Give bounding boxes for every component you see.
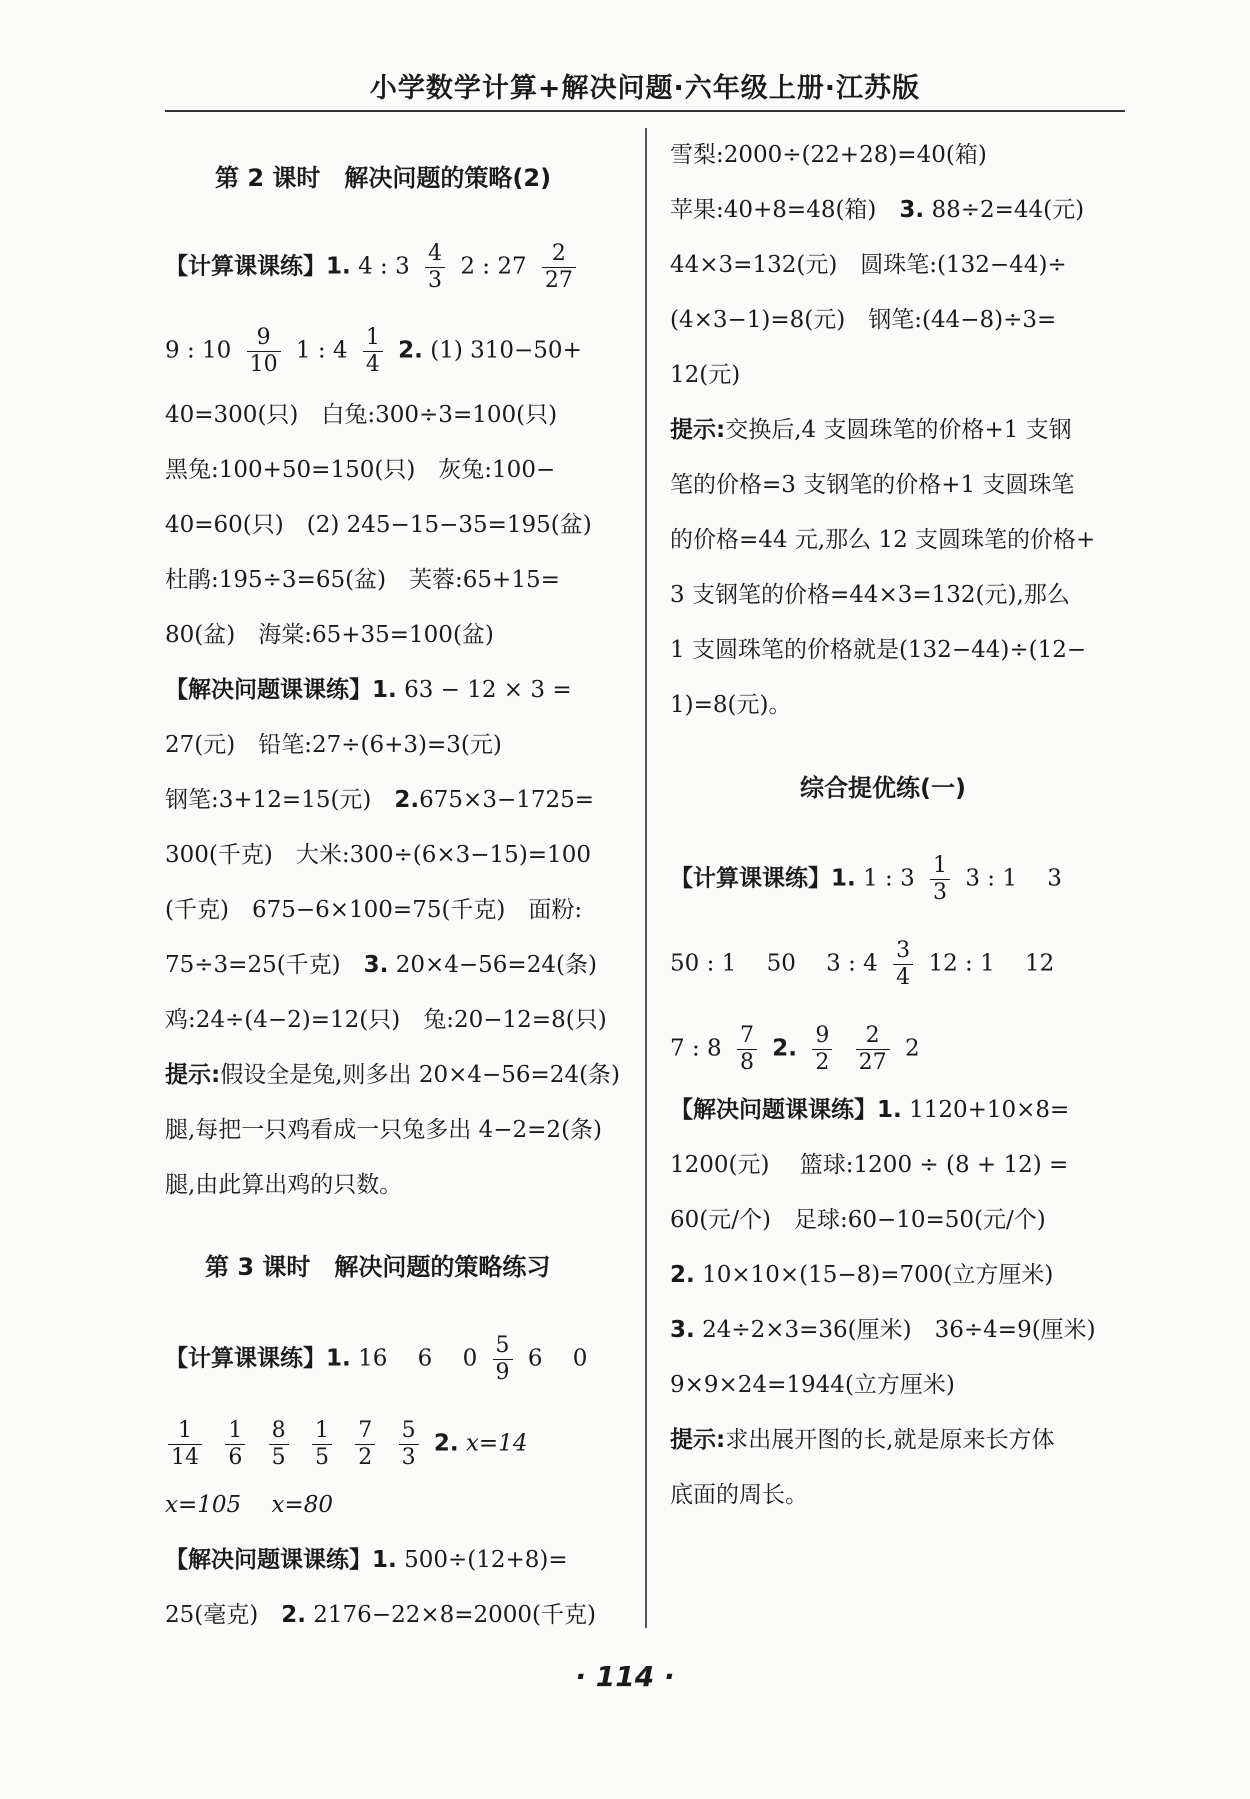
hint-line: 腿,由此算出鸡的只数。 [165,1172,403,1198]
text-line [165,1600,596,1630]
text-line: 80(盆) 海棠:65+35=100(盆) [165,622,494,648]
text-line: 40=60(只) (2) 245−15−35=195(盆) [165,512,592,538]
hint-line: 底面的周长。 [670,1482,808,1508]
values: 3 : 1 3 [965,865,1062,892]
hint-label: 提示: [670,417,726,443]
text-line: 12(元) [670,362,741,388]
item-number: 3. [363,952,389,978]
hint-line: 3 支钢笔的价格=44×3=132(元),那么 [670,582,1070,608]
text-line: 鸡:24÷(4−2)=12(只) 兔:20−12=8(只) [165,1007,607,1033]
fraction: $\frac{4}{3}$ [425,243,445,292]
ratio: 4 : 3 [358,253,410,280]
text: 500÷(12+8)= [404,1547,568,1573]
header-rule [165,110,1125,112]
text: 10×10×(15−8)=700(立方厘米) [702,1262,1054,1288]
item-number: 1. [877,1097,902,1123]
text-line [165,785,594,815]
text-line: 27(元) 铅笔:27÷(6+3)=3(元) [165,732,502,758]
lesson2-calc-line1 [165,243,584,292]
item-number: 3. [670,1317,695,1343]
text: 1120+10×8= [909,1097,1070,1123]
item-number: 2. [433,1430,459,1457]
text-line: 1200(元) 篮球:1200 ÷ (8 + 12) = [670,1152,1069,1178]
solve-label: 【解决问题课课练】 [670,1097,877,1123]
page-number: · 114 · [575,1660,675,1693]
text-line [670,1315,1096,1345]
fraction: $\frac{7}{2}$ [355,1420,375,1469]
item-number: 3. [899,197,925,223]
fraction: $\frac{1}{4}$ [363,327,383,376]
hint-line: 1)=8(元)。 [670,692,792,718]
hint-line: 的价格=44 元,那么 12 支圆珠笔的价格+ [670,527,1096,553]
calc-label: 【计算课课练】 [670,865,831,892]
text-line: 黑兔:100+50=150(只) 灰兔:100− [165,457,556,483]
hint-text: 交换后,4 支圆珠笔的价格+1 支钢 [725,417,1072,443]
ratio: 9 : 10 [165,337,232,364]
lesson2-solve-line1 [165,675,572,705]
text: (1) 310−50+ [430,337,582,364]
text: 75÷3=25(千克) [165,952,364,978]
lesson3-calc-line2 [160,1420,527,1469]
hint-label: 提示: [165,1062,221,1088]
item-number: 2. [772,1035,798,1062]
item-number: 2. [670,1262,695,1288]
text-line: 9×9×24=1944(立方厘米) [670,1372,955,1398]
lesson3-solve-line1 [165,1545,568,1575]
ratio: 2 : 27 [460,253,527,280]
fraction: $\frac{9}{2}$ [812,1025,832,1074]
text-line: 44×3=132(元) 圆珠笔:(132−44)÷ [670,252,1067,278]
ratio: 1 : 4 [295,337,348,364]
text: 钢笔:3+12=15(元) [165,787,395,813]
ratio: 7 : 8 [670,1035,722,1062]
text-line: 60(元/个) 足球:60−10=50(元/个) [670,1207,1046,1233]
hint-text: 求出展开图的长,就是原来长方体 [725,1427,1055,1453]
item-number: 2. [394,787,420,813]
column-divider [645,128,647,1628]
solve-label: 【解决问题课课练】 [165,677,372,703]
lesson2-title: 第 2 课时 解决问题的策略(2) [215,164,552,192]
text-line: 杜鹃:195÷3=65(盆) 芙蓉:65+15= [165,567,560,593]
fraction: $\frac{5}{3}$ [399,1420,419,1469]
text: 苹果:40+8=48(箱) [670,197,900,223]
exercise1-calc-line2 [670,940,1054,989]
fraction: $\frac{2}{27}$ [542,243,576,292]
item-number: 2. [281,1602,306,1628]
item-number: 1. [372,1547,397,1573]
equation-line: x=105 x=80 [165,1492,333,1518]
item-number: 1. [831,865,856,892]
fraction: $\frac{1}{6}$ [225,1420,245,1469]
values: 12 : 1 12 [928,950,1055,977]
values: 50 : 1 50 3 : 4 [670,950,878,977]
fraction: $\frac{9}{10}$ [247,327,281,376]
hint-line [670,1425,1055,1455]
item-number: 1. [326,1345,351,1372]
item-number: 1. [372,677,397,703]
text: 25(毫克) [165,1602,282,1628]
text-line: 40=300(只) 白兔:300÷3=100(只) [165,402,558,428]
fraction: $\frac{7}{8}$ [737,1025,757,1074]
hint-line [165,1060,620,1090]
fraction: $\frac{1}{3}$ [930,855,950,904]
fraction: $\frac{1}{5}$ [312,1420,332,1469]
hint-line: 1 支圆珠笔的价格就是(132−44)÷(12− [670,637,1087,663]
text-line: (千克) 675−6×100=75(千克) 面粉: [165,897,583,923]
text-line [165,950,597,980]
text-line: (4×3−1)=8(元) 钢笔:(44−8)÷3= [670,307,1057,333]
fraction: $\frac{3}{4}$ [893,940,913,989]
ratio: 1 : 3 [863,865,915,892]
values: 6 0 [527,1345,588,1372]
exercise1-calc-line3 [670,1025,920,1074]
text-line [670,195,1084,225]
text: 2176−22×8=2000(千克) [313,1602,597,1628]
text-line: 雪梨:2000÷(22+28)=40(箱) [670,142,987,168]
text: 63 − 12 × 3 = [404,677,572,703]
hint-line [670,415,1072,445]
exercise1-calc-line1 [670,855,1062,904]
lesson2-calc-line2 [165,327,582,376]
lesson3-title: 第 3 课时 解决问题的策略练习 [205,1253,551,1281]
hint-label: 提示: [670,1427,726,1453]
fraction: $\frac{5}{9}$ [493,1335,513,1384]
item-number: 2. [398,337,423,364]
hint-line: 腿,每把一只鸡看成一只兔多出 4−2=2(条) [165,1117,603,1143]
fraction: $\frac{1}{14}$ [168,1420,202,1469]
text-line: 300(千克) 大米:300÷(6×3−15)=100 [165,842,591,868]
exercise1-title: 综合提优练(一) [800,774,966,802]
values: 16 6 0 [358,1345,478,1372]
exercise1-solve-line1 [670,1095,1069,1125]
running-header: 小学数学计算+解决问题·六年级上册·江苏版 [369,73,921,104]
equation: x=14 [465,1430,528,1457]
fraction: $\frac{8}{5}$ [269,1420,289,1469]
text: 24÷2×3=36(厘米) 36÷4=9(厘米) [702,1317,1096,1343]
hint-line: 笔的价格=3 支钢笔的价格+1 支圆珠笔 [670,472,1075,498]
calc-label: 【计算课课练】 [165,253,326,280]
fraction: $\frac{2}{27}$ [856,1025,890,1074]
item-number: 1. [326,253,351,280]
hint-text: 假设全是兔,则多出 20×4−56=24(条) [220,1062,621,1088]
text: 88÷2=44(元) [931,197,1085,223]
calc-label: 【计算课课练】 [165,1345,326,1372]
text-line [670,1260,1053,1290]
solve-label: 【解决问题课课练】 [165,1547,372,1573]
text: 20×4−56=24(条) [395,952,597,978]
value: 2 [904,1035,920,1062]
text: 675×3−1725= [419,787,595,813]
lesson3-calc-line1 [165,1335,587,1384]
